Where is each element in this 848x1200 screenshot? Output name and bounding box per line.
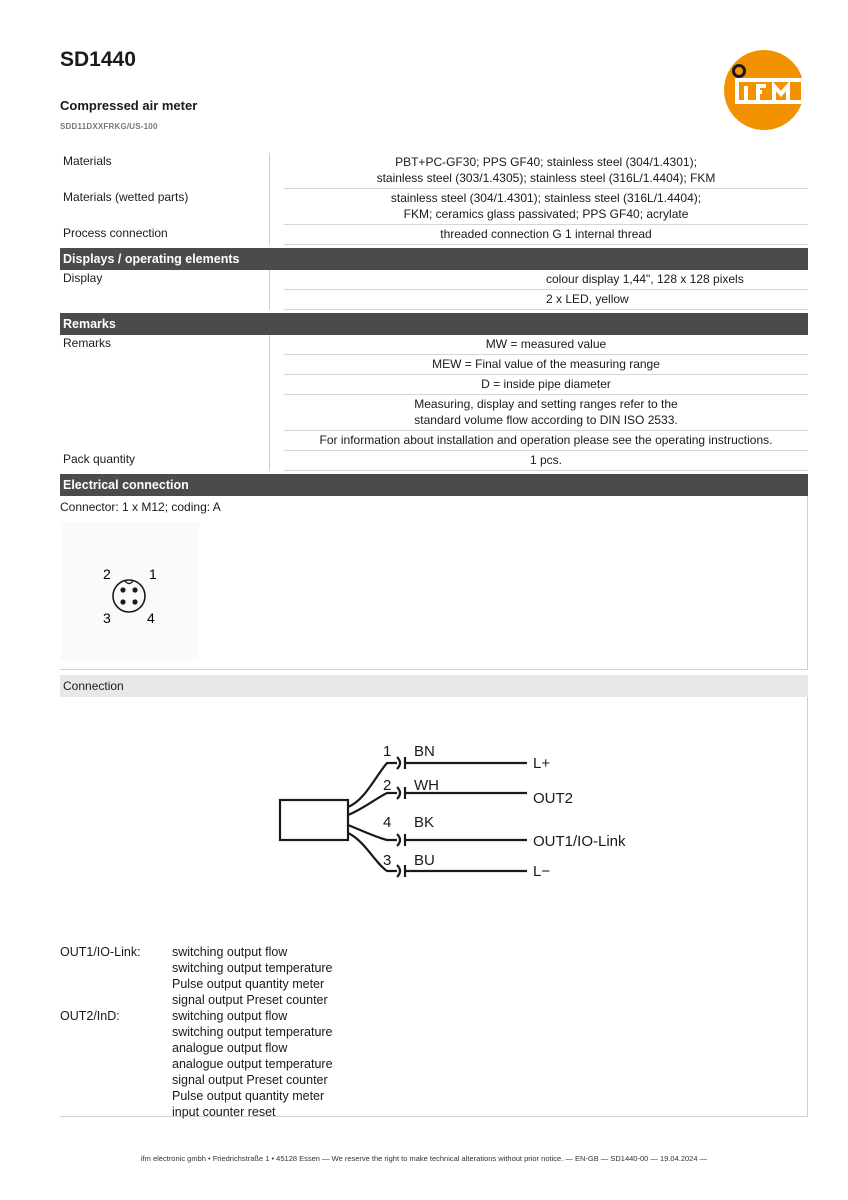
display-label: Display xyxy=(60,270,270,310)
out1-function: signal output Preset counter xyxy=(172,993,328,1007)
output-functions xyxy=(60,944,333,1120)
remark-item: For information about installation and operation please see the operating instructions. xyxy=(284,431,808,451)
wire-pin-3: 3 xyxy=(383,852,392,869)
out1-function: Pulse output quantity meter xyxy=(172,977,325,991)
out2-function: analogue output temperature xyxy=(172,1057,333,1071)
row-pack-quantity xyxy=(60,451,808,471)
wire-signal-out1: OUT1/IO-Link xyxy=(533,833,626,850)
wiring-panel xyxy=(60,697,808,1117)
out2-function: analogue output flow xyxy=(172,1041,288,1055)
remarks-label: Remarks xyxy=(60,335,270,451)
connection-heading: Connection xyxy=(60,675,808,697)
led-value: 2 x LED, yellow xyxy=(284,290,808,310)
connector-panel xyxy=(60,496,808,670)
page-footer: ifm electronic gmbh • Friedrichstraße 1 • 45128 Essen — We reserve the right to make technical alterations without prior notice. — EN-GB — SD1440-00 — 19.04.2024 — xyxy=(140,1154,708,1163)
datasheet-body xyxy=(60,153,808,1117)
pin-label-2: 2 xyxy=(103,566,111,582)
row-wetted-materials xyxy=(60,189,808,225)
wire-color-bu: BU xyxy=(414,852,435,869)
remark-item: MEW = Final value of the measuring range xyxy=(284,355,808,375)
out2-function: signal output Preset counter xyxy=(172,1073,328,1087)
section-electrical: Electrical connection xyxy=(60,474,808,496)
row-materials xyxy=(60,153,808,189)
wire-signal-l-minus: L− xyxy=(533,863,551,880)
pin-label-1: 1 xyxy=(149,566,157,582)
display-value: colour display 1,44", 128 x 128 pixels xyxy=(284,270,808,290)
out2-name: OUT2/InD: xyxy=(60,1009,120,1023)
process-label: Process connection xyxy=(60,225,270,245)
wire-color-bk: BK xyxy=(414,814,435,831)
remark-item: D = inside pipe diameter xyxy=(284,375,808,395)
section-remarks: Remarks xyxy=(60,313,808,335)
wire-color-bn: BN xyxy=(414,743,435,760)
product-title: SD1440 xyxy=(60,48,136,71)
section-displays: Displays / operating elements xyxy=(60,248,808,270)
out2-function: input counter reset xyxy=(172,1105,276,1119)
process-value: threaded connection G 1 internal thread xyxy=(284,225,808,245)
materials-value: PBT+PC-GF30; PPS GF40; stainless steel (304/1.4301); stainless steel (303/1.4305); stainless steel (316L/1.4404); FKM xyxy=(284,153,808,189)
materials-label: Materials xyxy=(60,153,270,189)
out2-function: Pulse output quantity meter xyxy=(172,1089,325,1103)
out1-function: switching output temperature xyxy=(172,961,333,975)
article-number: SDD11DXXFRKG/US-100 xyxy=(60,122,158,131)
out2-function: switching output temperature xyxy=(172,1025,333,1039)
wetted-value: stainless steel (304/1.4301); stainless steel (316L/1.4404); FKM; ceramics glass passivated; PPS GF40; acrylate xyxy=(284,189,808,225)
wetted-label: Materials (wetted parts) xyxy=(60,189,270,225)
out1-name: OUT1/IO-Link: xyxy=(60,945,141,959)
pack-label: Pack quantity xyxy=(60,451,270,471)
out2-function: switching output flow xyxy=(172,1009,288,1023)
ifm-logo xyxy=(722,50,806,130)
remark-item: MW = measured value xyxy=(284,335,808,355)
connector-description: Connector: 1 x M12; coding: A xyxy=(60,500,221,514)
out2-group xyxy=(60,1008,333,1120)
wire-pin-1: 1 xyxy=(383,743,392,760)
row-process-connection xyxy=(60,225,808,245)
wiring-diagram xyxy=(275,743,626,885)
pack-value: 1 pcs. xyxy=(284,451,808,471)
wire-color-wh: WH xyxy=(414,777,439,794)
row-remarks xyxy=(60,335,808,451)
wire-signal-out2: OUT2 xyxy=(533,790,574,807)
wire-pin-2: 2 xyxy=(383,777,392,794)
pin-label-3: 3 xyxy=(103,610,111,626)
wire-pin-4: 4 xyxy=(383,814,392,831)
out1-group xyxy=(60,944,333,1008)
remark-item: Measuring, display and setting ranges refer to the standard volume flow according to DIN ISO 2533. xyxy=(284,395,808,431)
product-subtitle: Compressed air meter xyxy=(60,98,198,113)
m12-pinout-icon xyxy=(61,522,199,660)
out1-function: switching output flow xyxy=(172,945,288,959)
wire-signal-l-plus: L+ xyxy=(533,755,551,772)
row-display xyxy=(60,270,808,310)
pin-label-4: 4 xyxy=(147,610,155,626)
